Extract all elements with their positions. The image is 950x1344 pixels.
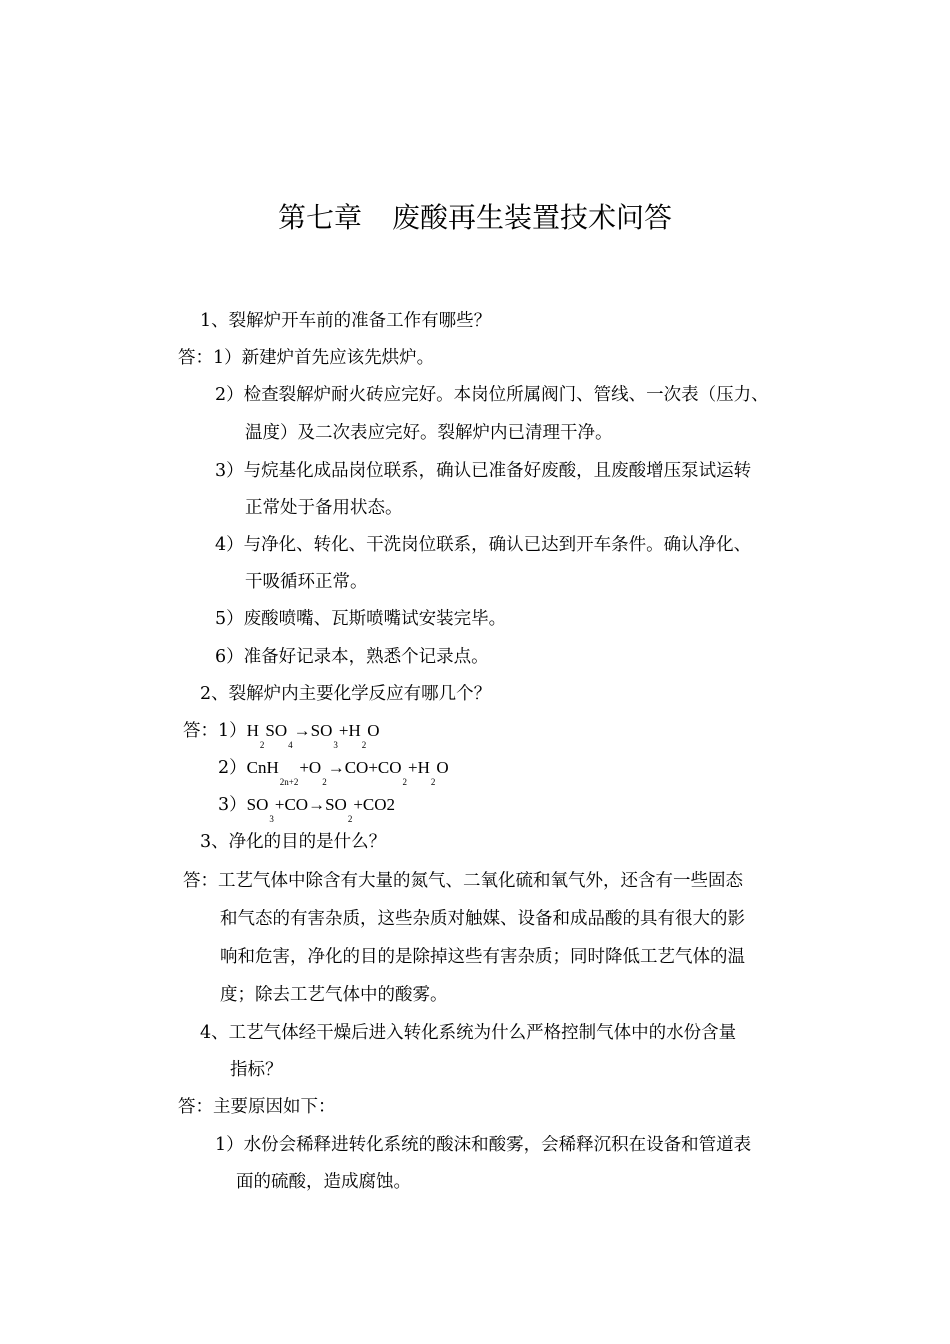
chapter-name: 废酸再生装置技术问答 [392, 201, 673, 234]
answer-1-line-7: 干吸循环正常。 [245, 572, 368, 592]
chapter-number: 第七章 [277, 201, 362, 234]
answer-3-line-2: 和气态的有害杂质，这些杂质对触媒、设备和成品酸的具有很大的影 [220, 909, 745, 929]
answer-4-intro: 答：主要原因如下： [178, 1097, 336, 1117]
answer-3-line-4: 度；除去工艺气体中的酸雾。 [220, 985, 448, 1005]
answer-1-line-3: 温度）及二次表应完好。裂解炉内已清理干净。 [245, 423, 613, 443]
answer-3-line-1: 答：工艺气体中除含有大量的氮气、二氧化硫和氧气外，还含有一些固态 [183, 871, 743, 891]
reaction-1: 答：$1)H_2SO_4\to SO_3+H_2O$ [183, 721, 380, 750]
answer-4-line-1: 1）水份会稀释进转化系统的酸沫和酸雾，会稀释沉积在设备和管道表 [215, 1135, 752, 1155]
reaction-2: $2)CnH_{2n+2}+O_2\to CO+CO_2+H_2O$ [218, 758, 449, 787]
answer-1-line-4: 3）与烷基化成品岗位联系，确认已准备好废酸，且废酸增压泵试运转 [215, 461, 752, 481]
question-4-line-2: 指标？ [230, 1060, 283, 1080]
question-1: 1、裂解炉开车前的准备工作有哪些？ [200, 311, 492, 331]
chapter-title [0, 198, 950, 238]
answer-1-line-6: 4）与净化、转化、干洗岗位联系，确认已达到开车条件。确认净化、 [215, 535, 752, 555]
reaction-3: $3)SO_3+CO\to SO_2+CO2$ [218, 795, 396, 824]
answer-1-line-9: 6）准备好记录本，熟悉个记录点。 [215, 647, 489, 667]
answer-1-line-8: 5）废酸喷嘴、瓦斯喷嘴试安装完毕。 [215, 609, 507, 629]
answer-3-line-3: 响和危害，净化的目的是除掉这些有害杂质；同时降低工艺气体的温 [220, 947, 745, 967]
question-4-line-1: 4、工艺气体经干燥后进入转化系统为什么严格控制气体中的水份含量 [200, 1023, 737, 1043]
answer-1-line-1: 答：1）新建炉首先应该先烘炉。 [178, 348, 435, 368]
question-3: 3、净化的目的是什么？ [200, 832, 387, 852]
answer-1-line-5: 正常处于备用状态。 [245, 498, 403, 518]
answer-1-line-2: 2）检查裂解炉耐火砖应完好。本岗位所属阀门、管线、一次表（压力、 [215, 385, 769, 405]
question-2: 2、裂解炉内主要化学反应有哪几个？ [200, 684, 492, 704]
answer-4-line-2: 面的硫酸，造成腐蚀。 [236, 1172, 411, 1192]
